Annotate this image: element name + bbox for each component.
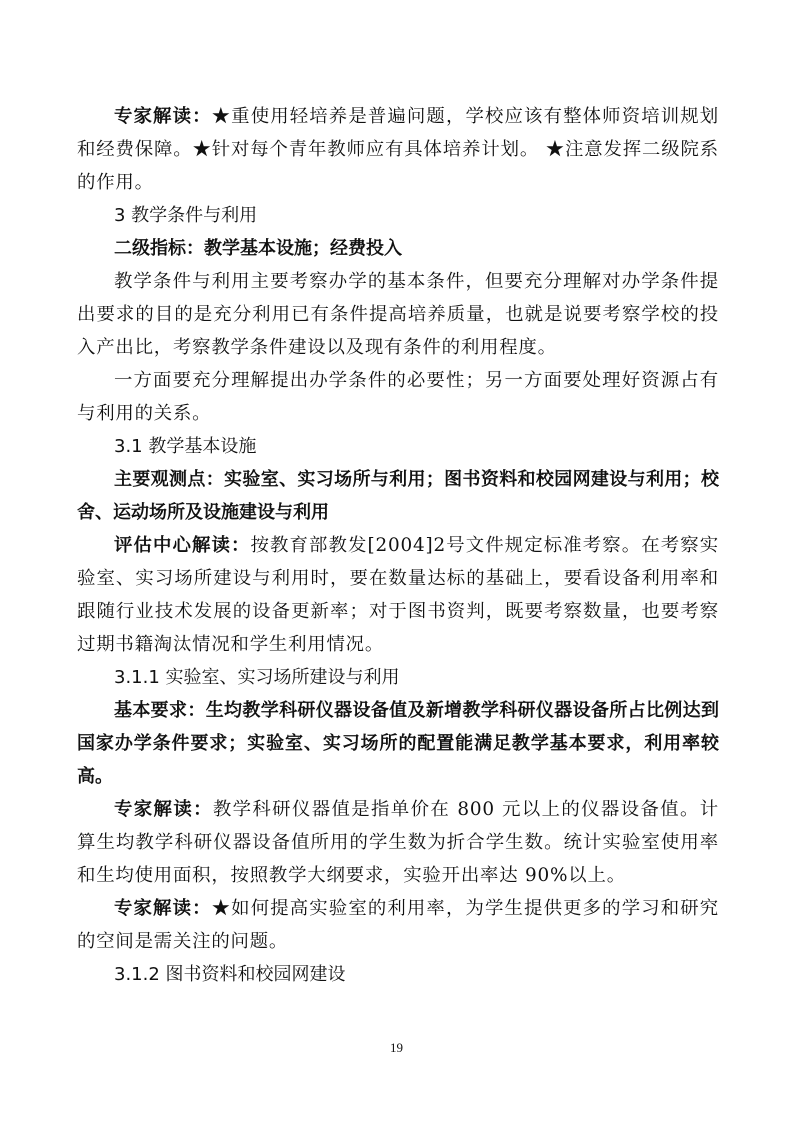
section-heading-3-1: 3.1 教学基本设施 [114,436,257,457]
observation-points: 主要观测点：实验室、实习场所与利用；图书资料和校园网建设与利用；校舍、运动场所及设施建设与利用 [77,469,719,523]
body-paragraph-2: 一方面要充分理解提出办学条件的必要性；另一方面要处理好资源占有与利用的关系。 [77,370,719,424]
section-heading-3: 3 教学条件与利用 [114,205,258,226]
expert-label: 专家解读： [114,106,212,127]
page-number: 19 [390,1040,403,1055]
section-heading-3-1-2: 3.1.2 图书资料和校园网建设 [114,964,346,985]
expert-commentary-1 [77,100,719,199]
body-paragraph-1: 教学条件与利用主要考察办学的基本条件，但要充分理解对办学条件提出要求的目的是充分利用已有条件提高培养质量，也就是说要考察学校的投入产出比，考察教学条件建设以及现有条件的利用程度。 [77,271,719,358]
expert-text: ★重使用轻培养是普遍问题，学校应该有整体师资培训规划和经费保障。★针对每个青年教师应有具体培养计划。 ★注意发挥二级院系的作用。 [77,106,719,193]
center-label: 评估中心解读： [114,535,251,556]
expert-commentary-2 [77,793,719,892]
expert-commentary-3 [77,892,719,958]
expert-text: ★如何提高实验室的利用率，为学生提供更多的学习和研究的空间是需关注的问题。 [77,898,719,952]
section-heading-3-1-1: 3.1.1 实验室、实习场所建设与利用 [114,667,400,688]
page-content [77,100,719,991]
center-text: 按教育部教发[2004]2号文件规定标准考察。在考察实验室、实习场所建设与利用时，要在数量达标的基础上，要看设备利用率和跟随行业技术发展的设备更新率；对于图书资判，既要考察数量，也要考察过期书籍淘汰情况和学生利用情况。 [77,535,719,655]
basic-requirement: 基本要求：生均教学科研仪器设备值及新增教学科研仪器设备所占比例达到国家办学条件要求；实验室、实习场所的配置能满足教学基本要求，利用率较高。 [77,700,719,787]
secondary-indicator: 二级指标：教学基本设施；经费投入 [114,238,402,259]
expert-label: 专家解读： [114,799,213,820]
center-commentary [77,529,719,661]
expert-label: 专家解读： [114,898,212,919]
expert-text: 教学科研仪器值是指单价在 800 元以上的仪器设备值。计算生均教学科研仪器设备值所用的学生数为折合学生数。统计实验室使用率和生均使用面积，按照教学大纲要求，实验开出率达 90%以上。 [77,799,719,886]
